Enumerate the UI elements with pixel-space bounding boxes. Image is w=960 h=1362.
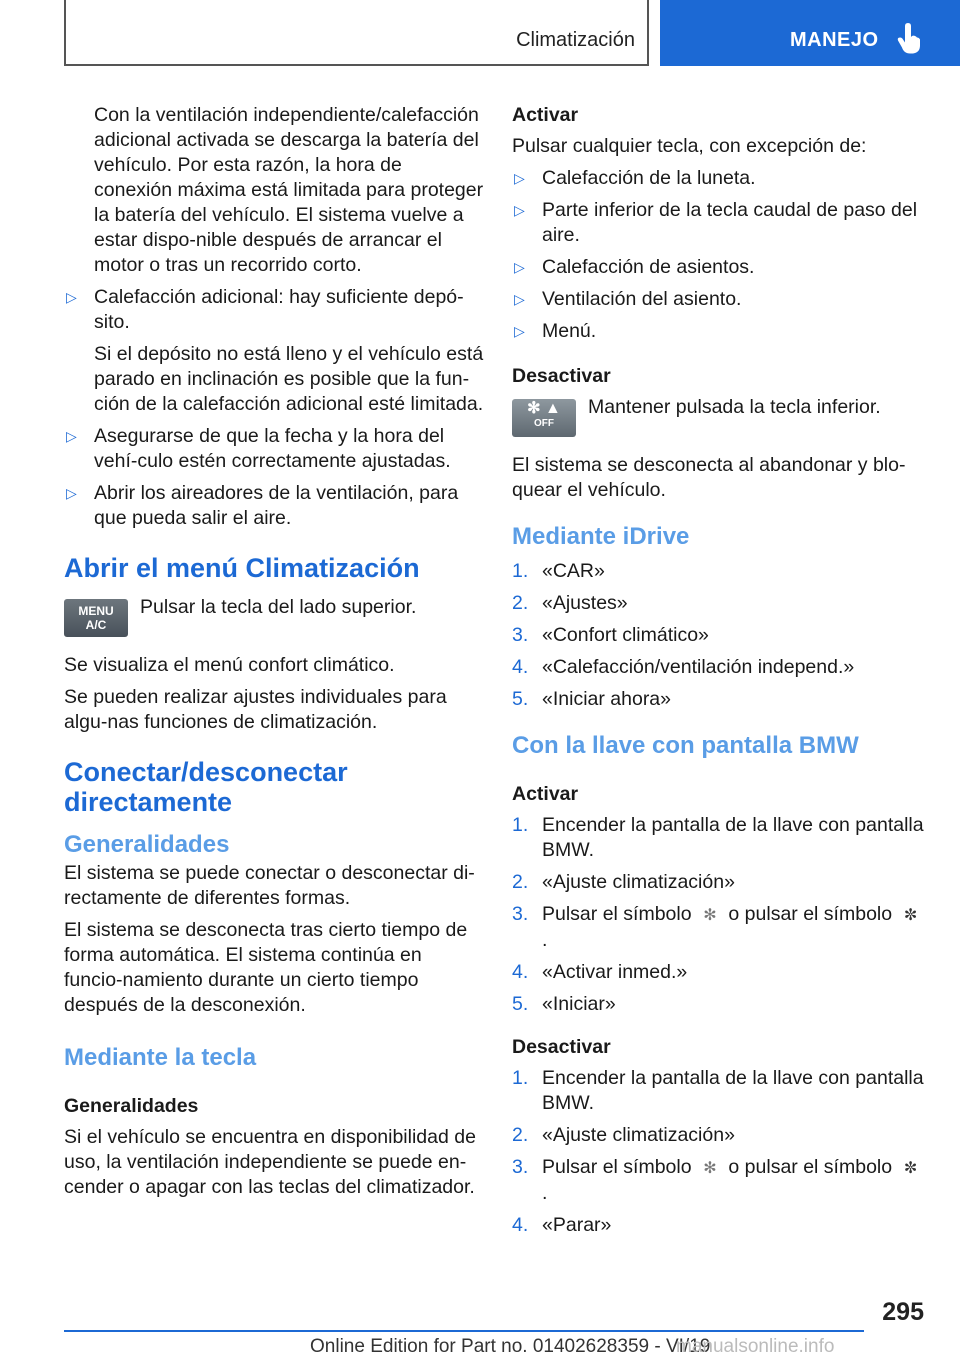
list-item bbox=[512, 902, 932, 953]
activate-paragraph: Pulsar cualquier tecla, con excepción de: bbox=[512, 135, 867, 157]
list-item bbox=[64, 424, 484, 474]
fan-symbol-icon: ✻ bbox=[703, 1160, 717, 1177]
triangle-bullet-icon: ▷ bbox=[66, 485, 77, 501]
kd-deactivate-steps bbox=[512, 1066, 932, 1238]
step-text: «Iniciar» bbox=[542, 993, 616, 1015]
menu-paragraph-1: Se visualiza el menú confort climático. bbox=[64, 654, 395, 676]
list-item bbox=[512, 198, 932, 248]
off-key-row bbox=[512, 395, 932, 441]
general-paragraph-1: El sistema se puede conectar o desconectar di-rectamente de diferentes formas. bbox=[64, 862, 475, 909]
step-number: 4. bbox=[512, 961, 529, 983]
off-label: OFF bbox=[534, 418, 554, 429]
watermark-brand: manualsonline.info bbox=[676, 1336, 835, 1357]
triangle-bullet-icon: ▷ bbox=[514, 202, 525, 218]
footer-divider bbox=[64, 1330, 864, 1332]
step-text: «Ajustes» bbox=[542, 592, 628, 614]
list-item bbox=[512, 623, 932, 648]
fan-off-key bbox=[512, 399, 576, 437]
step-text: o pulsar el símbolo bbox=[728, 1156, 893, 1178]
menu-ac-key bbox=[64, 599, 128, 637]
step-text: «Confort climático» bbox=[542, 624, 709, 646]
deactivate-heading: Desactivar bbox=[512, 365, 611, 387]
left-column bbox=[64, 103, 484, 1207]
header-section-box bbox=[64, 0, 649, 66]
key-paragraph: Si el vehículo se encuentra en disponibilidad de uso, la ventilación independiente se puede en-cender o apagar con las teclas del climatizador. bbox=[64, 1126, 476, 1198]
fan-filled-symbol-icon: ✼ bbox=[903, 907, 918, 924]
menu-key-line1: MENU bbox=[78, 604, 114, 618]
list-item-text: Menú. bbox=[542, 320, 597, 342]
step-text: Encender la pantalla de la llave con pantalla BMW. bbox=[542, 1067, 924, 1114]
hand-pointer-icon bbox=[896, 22, 922, 56]
step-number: 2. bbox=[512, 1124, 529, 1146]
general-heading: Generalidades bbox=[64, 831, 230, 858]
step-number: 1. bbox=[512, 560, 529, 582]
step-text: Pulsar el símbolo bbox=[542, 903, 692, 925]
list-item-subtext: Si el depósito no está lleno y el vehículo está parado en inclinación es posible que la fun-ción de la calefacción adicional esté limitada. bbox=[94, 343, 484, 415]
list-item bbox=[512, 687, 932, 712]
general-paragraph-2: El sistema se desconecta tras cierto tiempo de forma automática. El sistema continúa en funcio-namiento durante un cierto tiempo después de la desconexión. bbox=[64, 919, 468, 1016]
step-number: 1. bbox=[512, 1067, 529, 1089]
list-item bbox=[64, 481, 484, 531]
key-display-heading: Con la llave con pantalla BMW bbox=[512, 732, 859, 759]
activate-heading: Activar bbox=[512, 104, 579, 126]
step-number: 2. bbox=[512, 592, 529, 614]
fan-icon: ✻ ▲ bbox=[527, 400, 561, 417]
list-item-text: Calefacción de asientos. bbox=[542, 256, 755, 278]
triangle-bullet-icon: ▷ bbox=[66, 428, 77, 444]
off-key-instruction: Mantener pulsada la tecla inferior. bbox=[588, 396, 881, 418]
step-text: «Calefacción/ventilación independ.» bbox=[542, 656, 855, 678]
step-text: . bbox=[542, 1182, 548, 1204]
triangle-bullet-icon: ▷ bbox=[514, 291, 525, 307]
menu-key-row bbox=[64, 595, 484, 641]
direct-heading: Conectar/desconectar directamente bbox=[64, 757, 348, 817]
list-item bbox=[512, 1066, 932, 1116]
chapter-tab-label: MANEJO bbox=[790, 29, 879, 51]
list-item bbox=[512, 655, 932, 680]
key-subheading: Generalidades bbox=[64, 1095, 199, 1117]
page-number: 295 bbox=[882, 1298, 924, 1326]
idrive-heading: Mediante iDrive bbox=[512, 523, 690, 550]
step-text: «Ajuste climatización» bbox=[542, 871, 735, 893]
list-item-text: Abrir los aireadores de la ventilación, para que pueda salir el aire. bbox=[94, 482, 459, 529]
list-item bbox=[512, 992, 932, 1017]
list-item bbox=[512, 287, 932, 312]
menu-key-line2: A/C bbox=[85, 618, 107, 632]
step-number: 2. bbox=[512, 871, 529, 893]
key-heading: Mediante la tecla bbox=[64, 1044, 257, 1071]
step-number: 1. bbox=[512, 814, 529, 836]
exceptions-list bbox=[512, 166, 932, 344]
list-item-text: Calefacción de la luneta. bbox=[542, 167, 756, 189]
step-text: «CAR» bbox=[542, 560, 605, 582]
prerequisites-list bbox=[64, 285, 484, 531]
step-text: «Ajuste climatización» bbox=[542, 1124, 735, 1146]
list-item bbox=[512, 1123, 932, 1148]
list-item bbox=[64, 285, 484, 417]
list-item bbox=[512, 166, 932, 191]
list-item bbox=[512, 255, 932, 280]
kd-activate-heading: Activar bbox=[512, 783, 579, 805]
list-item bbox=[512, 870, 932, 895]
step-text: «Parar» bbox=[542, 1214, 612, 1236]
triangle-bullet-icon: ▷ bbox=[514, 170, 525, 186]
idrive-steps bbox=[512, 559, 932, 712]
list-item bbox=[512, 1155, 932, 1206]
chapter-tab[interactable] bbox=[660, 0, 960, 66]
list-item-text: Ventilación del asiento. bbox=[542, 288, 742, 310]
list-item bbox=[512, 559, 932, 584]
right-column bbox=[512, 103, 932, 1245]
step-number: 5. bbox=[512, 993, 529, 1015]
triangle-bullet-icon: ▷ bbox=[66, 289, 77, 305]
menu-key-instruction: Pulsar la tecla del lado superior. bbox=[140, 596, 417, 618]
step-text: Pulsar el símbolo bbox=[542, 1156, 692, 1178]
list-item bbox=[512, 960, 932, 985]
step-number: 3. bbox=[512, 624, 529, 646]
step-number: 3. bbox=[512, 903, 529, 925]
list-item bbox=[512, 591, 932, 616]
list-item-text: Calefacción adicional: hay suficiente depó-sito. bbox=[94, 286, 464, 333]
step-number: 4. bbox=[512, 656, 529, 678]
step-text: «Iniciar ahora» bbox=[542, 688, 671, 710]
menu-paragraph-2: Se pueden realizar ajustes individuales para algu-nas funciones de climatización. bbox=[64, 686, 447, 733]
step-text: o pulsar el símbolo bbox=[728, 903, 893, 925]
step-text: . bbox=[542, 929, 548, 951]
step-number: 5. bbox=[512, 688, 529, 710]
kd-deactivate-heading: Desactivar bbox=[512, 1036, 611, 1058]
step-number: 4. bbox=[512, 1214, 529, 1236]
menu-heading: Abrir el menú Climatización bbox=[64, 553, 420, 583]
off-paragraph: El sistema se desconecta al abandonar y blo-quear el vehículo. bbox=[512, 454, 906, 501]
edition-text: Online Edition for Part no. 01402628359 - VI/19 bbox=[310, 1336, 711, 1357]
intro-paragraph: Con la ventilación independiente/calefacción adicional activada se descarga la batería del vehículo. Por esta razón, la hora de conexión máxima está limitada para proteger la batería del vehículo. El sistema vuelve a estar dispo-nible después de arrancar el motor o tras un recorrido corto. bbox=[94, 104, 484, 276]
triangle-bullet-icon: ▷ bbox=[514, 259, 525, 275]
kd-activate-steps bbox=[512, 813, 932, 1017]
step-number: 3. bbox=[512, 1156, 529, 1178]
list-item bbox=[512, 813, 932, 863]
list-item-text: Asegurarse de que la fecha y la hora del vehí-culo estén correctamente ajustadas. bbox=[94, 425, 451, 472]
list-item-text: Parte inferior de la tecla caudal de paso del aire. bbox=[542, 199, 918, 246]
fan-filled-symbol-icon: ✼ bbox=[903, 1160, 918, 1177]
fan-symbol-icon: ✻ bbox=[703, 907, 717, 924]
step-text: «Activar inmed.» bbox=[542, 961, 688, 983]
list-item bbox=[512, 1213, 932, 1238]
step-text: Encender la pantalla de la llave con pantalla BMW. bbox=[542, 814, 924, 861]
list-item bbox=[512, 319, 932, 344]
triangle-bullet-icon: ▷ bbox=[514, 323, 525, 339]
section-title: Climatización bbox=[516, 29, 635, 51]
